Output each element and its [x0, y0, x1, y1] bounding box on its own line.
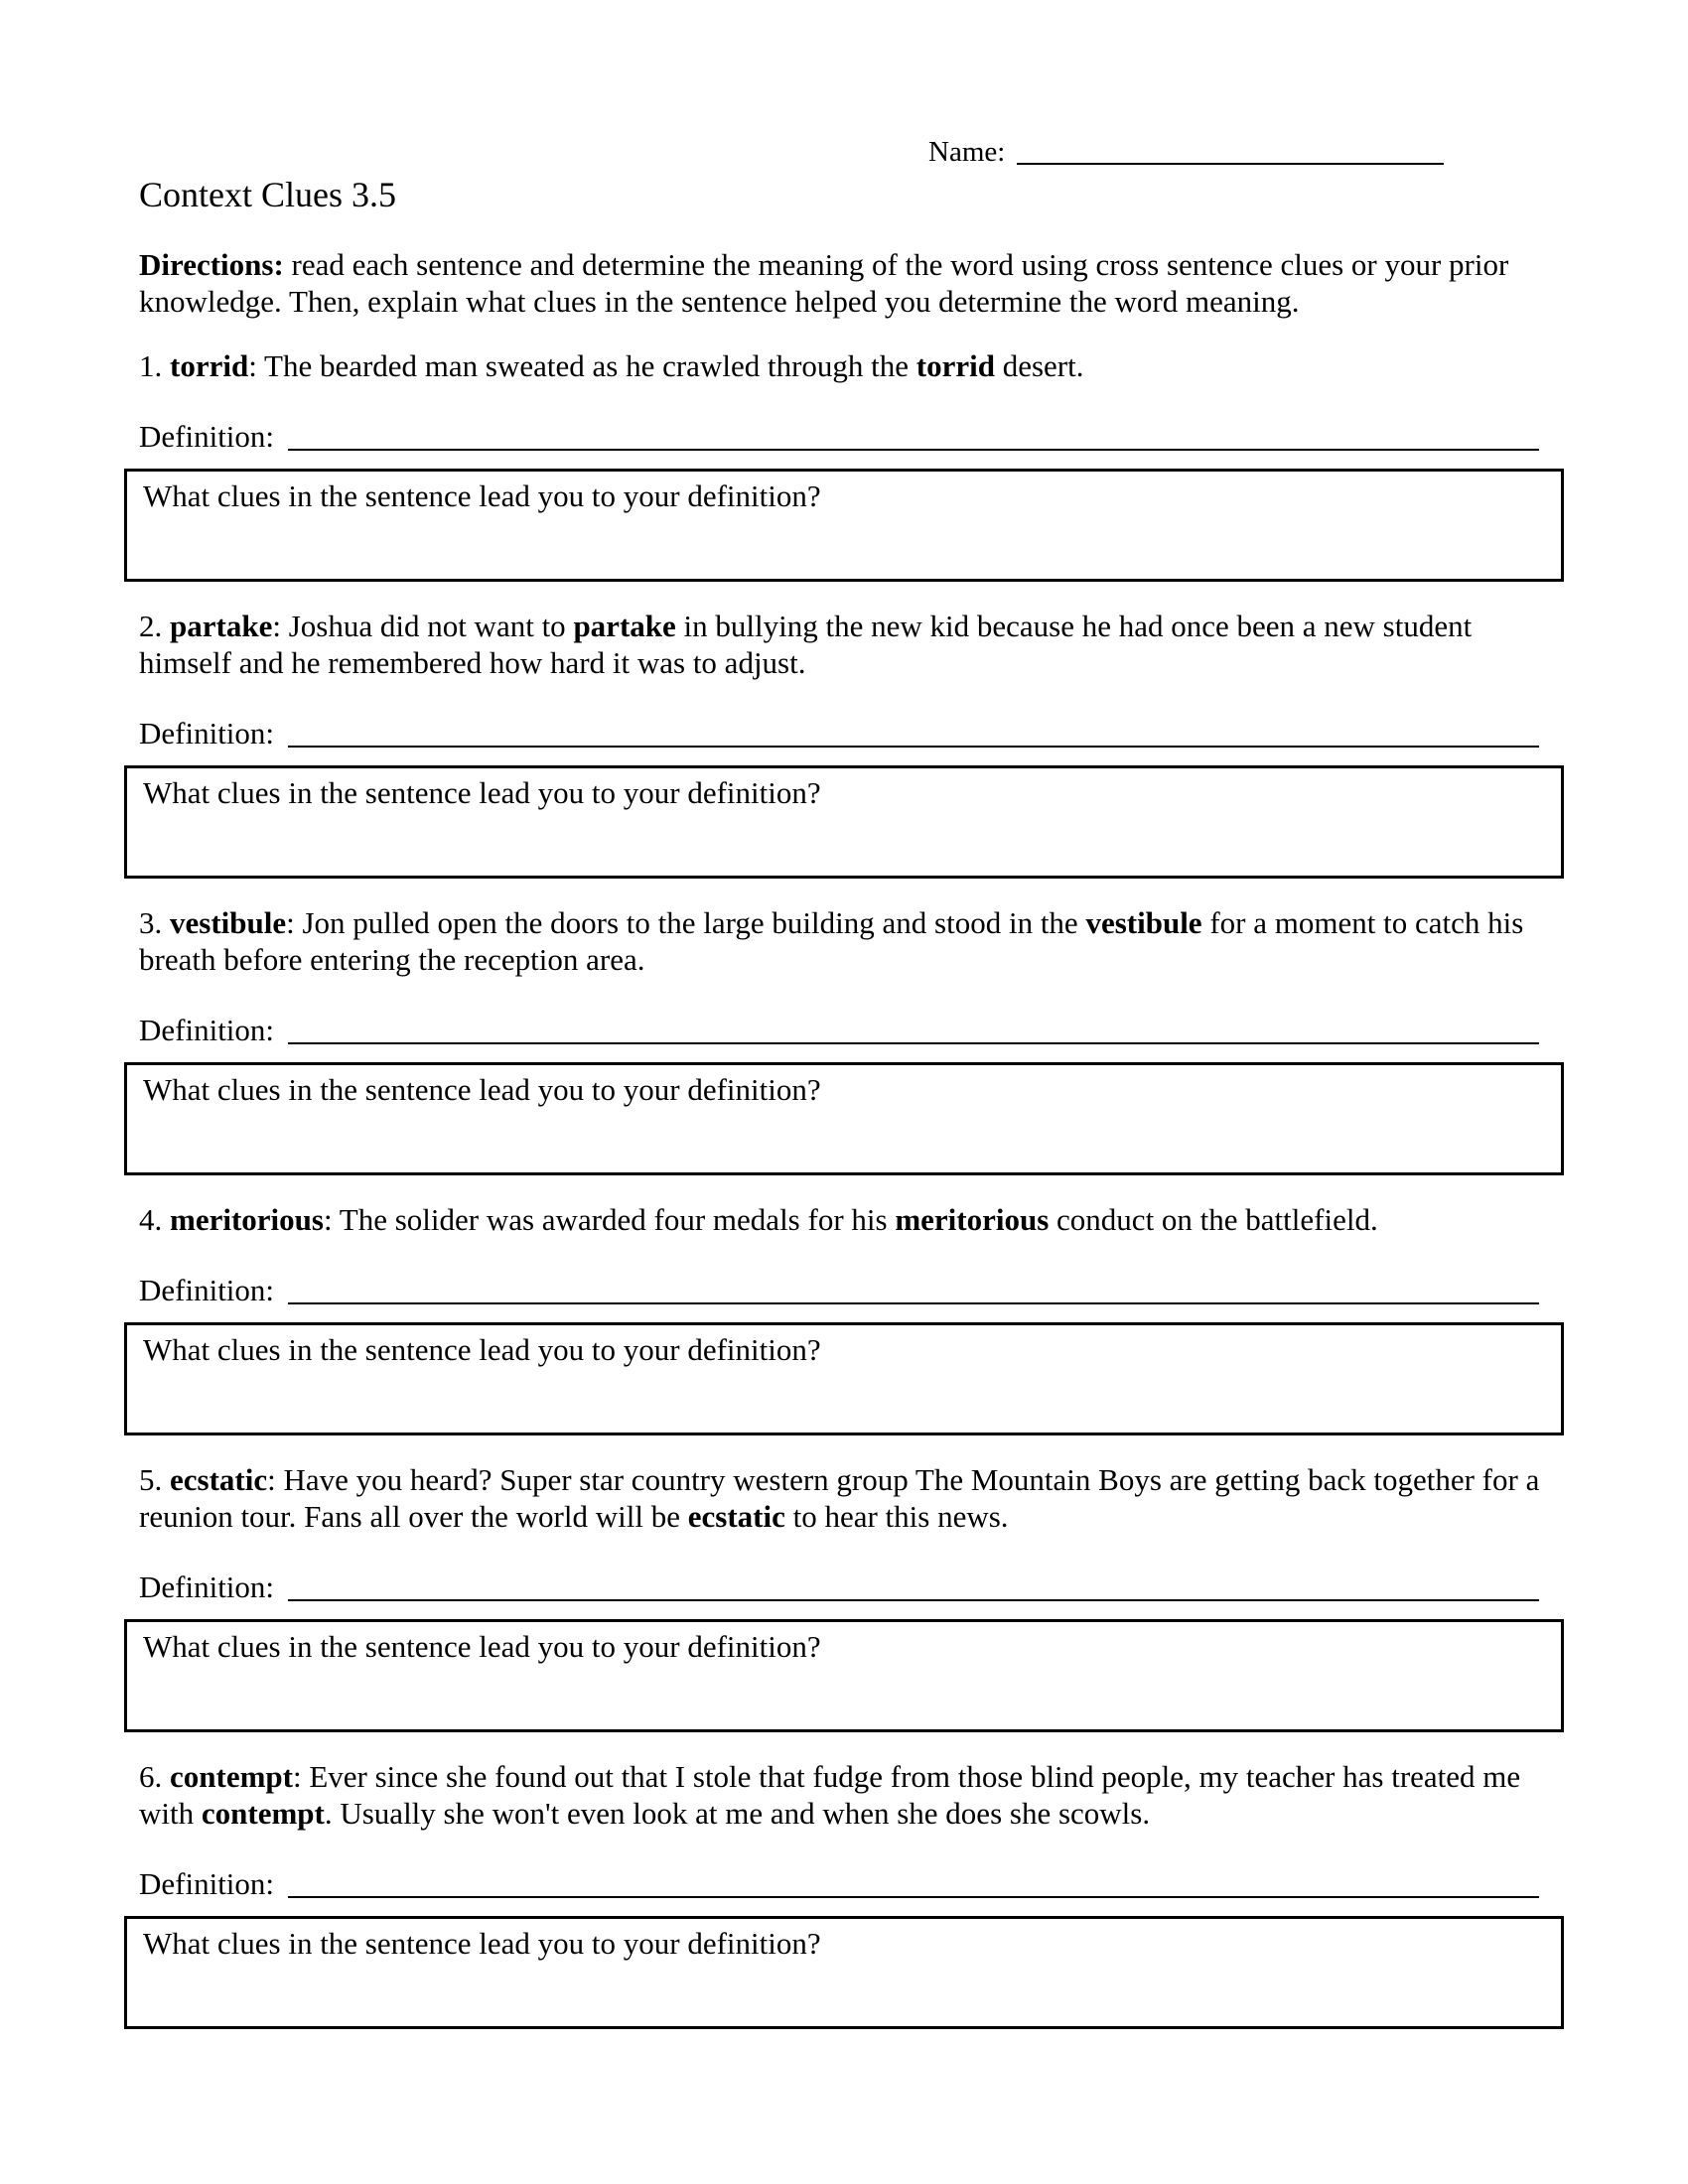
vocab-word: vestibule: [170, 905, 287, 940]
definition-label: Definition:: [139, 1013, 275, 1047]
question-text: : The solider was awarded four medals for his: [323, 1202, 896, 1237]
definition-label: Definition:: [139, 1570, 275, 1604]
question-text-tail: in bullying the new kid because he had once been a new student himself and he remembered how hard it was to adjust.: [139, 609, 1473, 680]
definition-blank-line[interactable]: [288, 418, 1539, 451]
name-label: Name:: [928, 136, 1006, 168]
question-text-tail: . Usually she won't even look at me and when she does she scowls.: [324, 1796, 1151, 1831]
question-number: 1.: [139, 348, 170, 383]
definition-blank-line[interactable]: [288, 715, 1539, 748]
definition-row: [139, 715, 1549, 751]
question-block-6: [139, 1758, 1549, 2029]
question-text: : Jon pulled open the doors to the large building and stood in the: [286, 905, 1086, 940]
question-sentence: [139, 1758, 1549, 1832]
definition-blank-line[interactable]: [288, 1012, 1539, 1044]
question-sentence: [139, 608, 1549, 681]
question-sentence: [139, 347, 1549, 384]
question-text-tail: for a moment to catch his breath before entering the reception area.: [139, 905, 1524, 977]
definition-row: [139, 1865, 1549, 1902]
question-text: : Ever since she found out that I stole that fudge from those blind people, my teacher has treated me with: [139, 1759, 1521, 1831]
question-sentence: [139, 1201, 1549, 1238]
name-row: [928, 132, 1549, 169]
clues-answer-box[interactable]: [124, 1062, 1564, 1175]
vocab-word-repeat: torrid: [915, 348, 995, 383]
vocab-word: torrid: [170, 348, 249, 383]
vocab-word: contempt: [170, 1759, 293, 1794]
clues-answer-box[interactable]: [124, 1619, 1564, 1732]
question-text-tail: to hear this news.: [784, 1499, 1009, 1534]
question-number: 4.: [139, 1202, 170, 1237]
question-text-tail: desert.: [994, 348, 1084, 383]
question-text: : The bearded man sweated as he crawled through the: [248, 348, 916, 383]
question-block-3: [139, 904, 1549, 1175]
clues-answer-box[interactable]: [124, 469, 1564, 582]
question-text: : Have you heard? Super star country western group The Mountain Boys are getting back together for a reunion tour. Fans all over the world will be: [139, 1462, 1540, 1534]
vocab-word: meritorious: [170, 1202, 324, 1237]
vocab-word-repeat: ecstatic: [687, 1499, 785, 1534]
question-number: 5.: [139, 1462, 170, 1497]
vocab-word-repeat: vestibule: [1085, 905, 1202, 940]
question-block-5: [139, 1461, 1549, 1732]
question-number: 2.: [139, 609, 170, 643]
clues-prompt: What clues in the sentence lead you to your definition?: [143, 1072, 821, 1107]
directions-label: Directions:: [139, 247, 284, 282]
vocab-word: ecstatic: [170, 1462, 268, 1497]
vocab-word-repeat: meritorious: [895, 1202, 1050, 1237]
definition-label: Definition:: [139, 419, 275, 454]
vocab-word-repeat: partake: [573, 609, 676, 643]
clues-answer-box[interactable]: [124, 1916, 1564, 2029]
question-block-1: [139, 347, 1549, 582]
directions: [139, 246, 1549, 320]
definition-blank-line[interactable]: [288, 1569, 1539, 1601]
page-title: Context Clues 3.5: [139, 175, 396, 214]
definition-row: [139, 1012, 1549, 1048]
vocab-word-repeat: contempt: [201, 1796, 325, 1831]
clues-prompt: What clues in the sentence lead you to your definition?: [143, 1926, 821, 1961]
vocab-word: partake: [170, 609, 273, 643]
question-number: 3.: [139, 905, 170, 940]
definition-blank-line[interactable]: [288, 1865, 1539, 1898]
clues-prompt: What clues in the sentence lead you to your definition?: [143, 1629, 821, 1664]
clues-prompt: What clues in the sentence lead you to your definition?: [143, 478, 821, 513]
clues-answer-box[interactable]: [124, 765, 1564, 879]
name-blank-line[interactable]: [1017, 145, 1444, 165]
question-number: 6.: [139, 1759, 170, 1794]
definition-row: [139, 418, 1549, 455]
directions-text: read each sentence and determine the meaning of the word using cross sentence clues or your prior knowledge. Then, explain what clues in the sentence helped you determine the word meaning.: [139, 247, 1509, 319]
question-text: : Joshua did not want to: [272, 609, 574, 643]
question-sentence: [139, 904, 1549, 978]
question-block-2: [139, 608, 1549, 879]
clues-answer-box[interactable]: [124, 1322, 1564, 1435]
definition-label: Definition:: [139, 716, 275, 751]
question-block-4: [139, 1201, 1549, 1435]
question-text-tail: conduct on the battlefield.: [1049, 1202, 1378, 1237]
clues-prompt: What clues in the sentence lead you to your definition?: [143, 775, 821, 810]
definition-label: Definition:: [139, 1866, 275, 1901]
definition-label: Definition:: [139, 1273, 275, 1307]
clues-prompt: What clues in the sentence lead you to your definition?: [143, 1332, 821, 1367]
question-sentence: [139, 1461, 1549, 1535]
definition-row: [139, 1569, 1549, 1605]
definition-blank-line[interactable]: [288, 1272, 1539, 1304]
definition-row: [139, 1272, 1549, 1308]
